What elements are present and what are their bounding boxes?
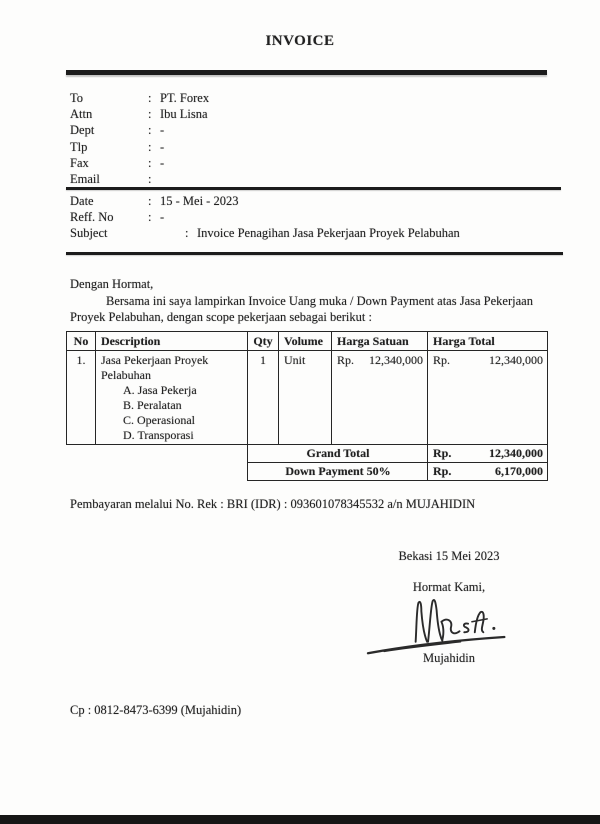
recipient-row-to [70,90,209,106]
grand-total-amount-cell [428,445,548,463]
down-payment-amount-cell [428,463,548,481]
description-line: Jasa Pekerjaan Proyek [101,353,209,367]
amount-value: 12,340,000 [489,446,543,460]
cell-harga-total [428,351,548,445]
currency-label: Rp. [433,353,451,367]
recipient-row-tlp [70,139,209,155]
payment-note: Pembayaran melalui No. Rek : BRI (IDR) : 093601078345532 a/n MUJAHIDIN [70,497,476,511]
meta-block [70,193,460,242]
field-value: PT. Forex [160,91,210,105]
col-header-qty: Qty [248,332,279,351]
divider-rule-bottom [66,252,563,255]
amount-value: 6,170,000 [495,464,543,478]
field-value: 15 - Mei - 2023 [160,194,239,208]
amount-value: 12,340,000 [489,353,543,367]
table-row [67,351,548,445]
field-label: Reff. No [70,210,114,225]
colon-separator: : [148,172,152,187]
currency-label: Rp. [433,446,452,460]
colon-separator: : [148,107,152,122]
col-header-harga-total: Harga Total [428,332,548,351]
colon-separator: : [148,155,152,170]
handwritten-signature [357,596,542,658]
field-value: - [160,210,165,225]
grand-total-row [67,445,548,463]
signature-block [340,549,558,666]
field-label: Dept [70,123,95,138]
invoice-items-table [66,331,548,481]
salutation: Dengan Hormat, [70,277,154,291]
grand-total-label: Grand Total [248,445,428,463]
description-line: Pelabuhan [101,368,151,382]
meta-row-subject [70,225,460,241]
colon-separator: : [148,123,152,138]
col-header-harga-satuan: Harga Satuan [332,332,428,351]
col-header-volume: Volume [279,332,332,351]
page-title: INVOICE [265,33,335,49]
down-payment-label: Down Payment 50% [248,463,428,481]
cell-description [96,351,248,445]
description-subitem: C. Operasional [123,413,195,427]
col-header-description: Description [96,332,248,351]
signature-closing: Hormat Kami, [412,580,486,594]
field-label: Subject [70,226,108,241]
colon-separator: : [148,139,152,154]
field-label: Fax [70,155,89,170]
letter-paragraph-line1: Bersama ini saya lampirkan Invoice Uang muka / Down Payment atas Jasa Pekerjaan [106,293,533,308]
blank-cell [67,463,248,481]
colon-separator: : [148,194,152,208]
cell-qty: 1 [248,351,279,445]
divider-rule-middle [66,187,561,190]
field-label: Tlp [70,139,88,154]
description-subitem: B. Peralatan [123,398,182,412]
meta-row-date [70,193,460,209]
scan-edge-bar [0,815,600,824]
recipient-row-fax [70,155,209,171]
field-value: Ibu Lisna [160,107,208,122]
recipient-row-attn [70,106,209,122]
field-label: To [70,91,84,105]
recipient-block [70,90,209,187]
field-value: Invoice Penagihan Jasa Pekerjaan Proyek Pelabuhan [197,226,460,241]
meta-row-reffno [70,209,460,225]
recipient-row-email [70,171,209,187]
currency-label: Rp. [433,464,452,478]
field-label: Email [70,172,100,187]
blank-cell [67,445,248,463]
cell-harga-satuan [332,351,428,445]
signatory-name: Mujahidin [422,651,476,665]
description-subitem: A. Jasa Pekerja [123,383,197,397]
colon-separator: : [185,226,189,241]
down-payment-row [67,463,548,481]
divider-rule-top [66,70,547,75]
col-header-no: No [67,332,96,351]
cell-volume: Unit [279,351,332,445]
colon-separator: : [148,91,152,105]
recipient-row-dept [70,122,209,138]
field-value: - [160,123,165,138]
field-value: - [160,155,165,170]
letter-paragraph-line2: Proyek Pelabuhan, dengan scope pekerjaan sebagai berikut : [70,310,372,324]
field-value: - [160,139,165,154]
amount-value: 12,340,000 [369,353,423,367]
colon-separator: : [148,210,152,225]
letter-body [70,276,565,326]
table-header-row [67,332,548,351]
contact-person-line: Cp : 0812-8473-6399 (Mujahidin) [70,703,242,717]
field-label: Attn [70,107,93,122]
currency-label: Rp. [337,353,355,367]
field-label: Date [70,194,94,208]
cell-no: 1. [67,351,96,445]
description-subitem: D. Transporasi [123,428,194,442]
signature-place-date: Bekasi 15 Mei 2023 [398,549,500,563]
